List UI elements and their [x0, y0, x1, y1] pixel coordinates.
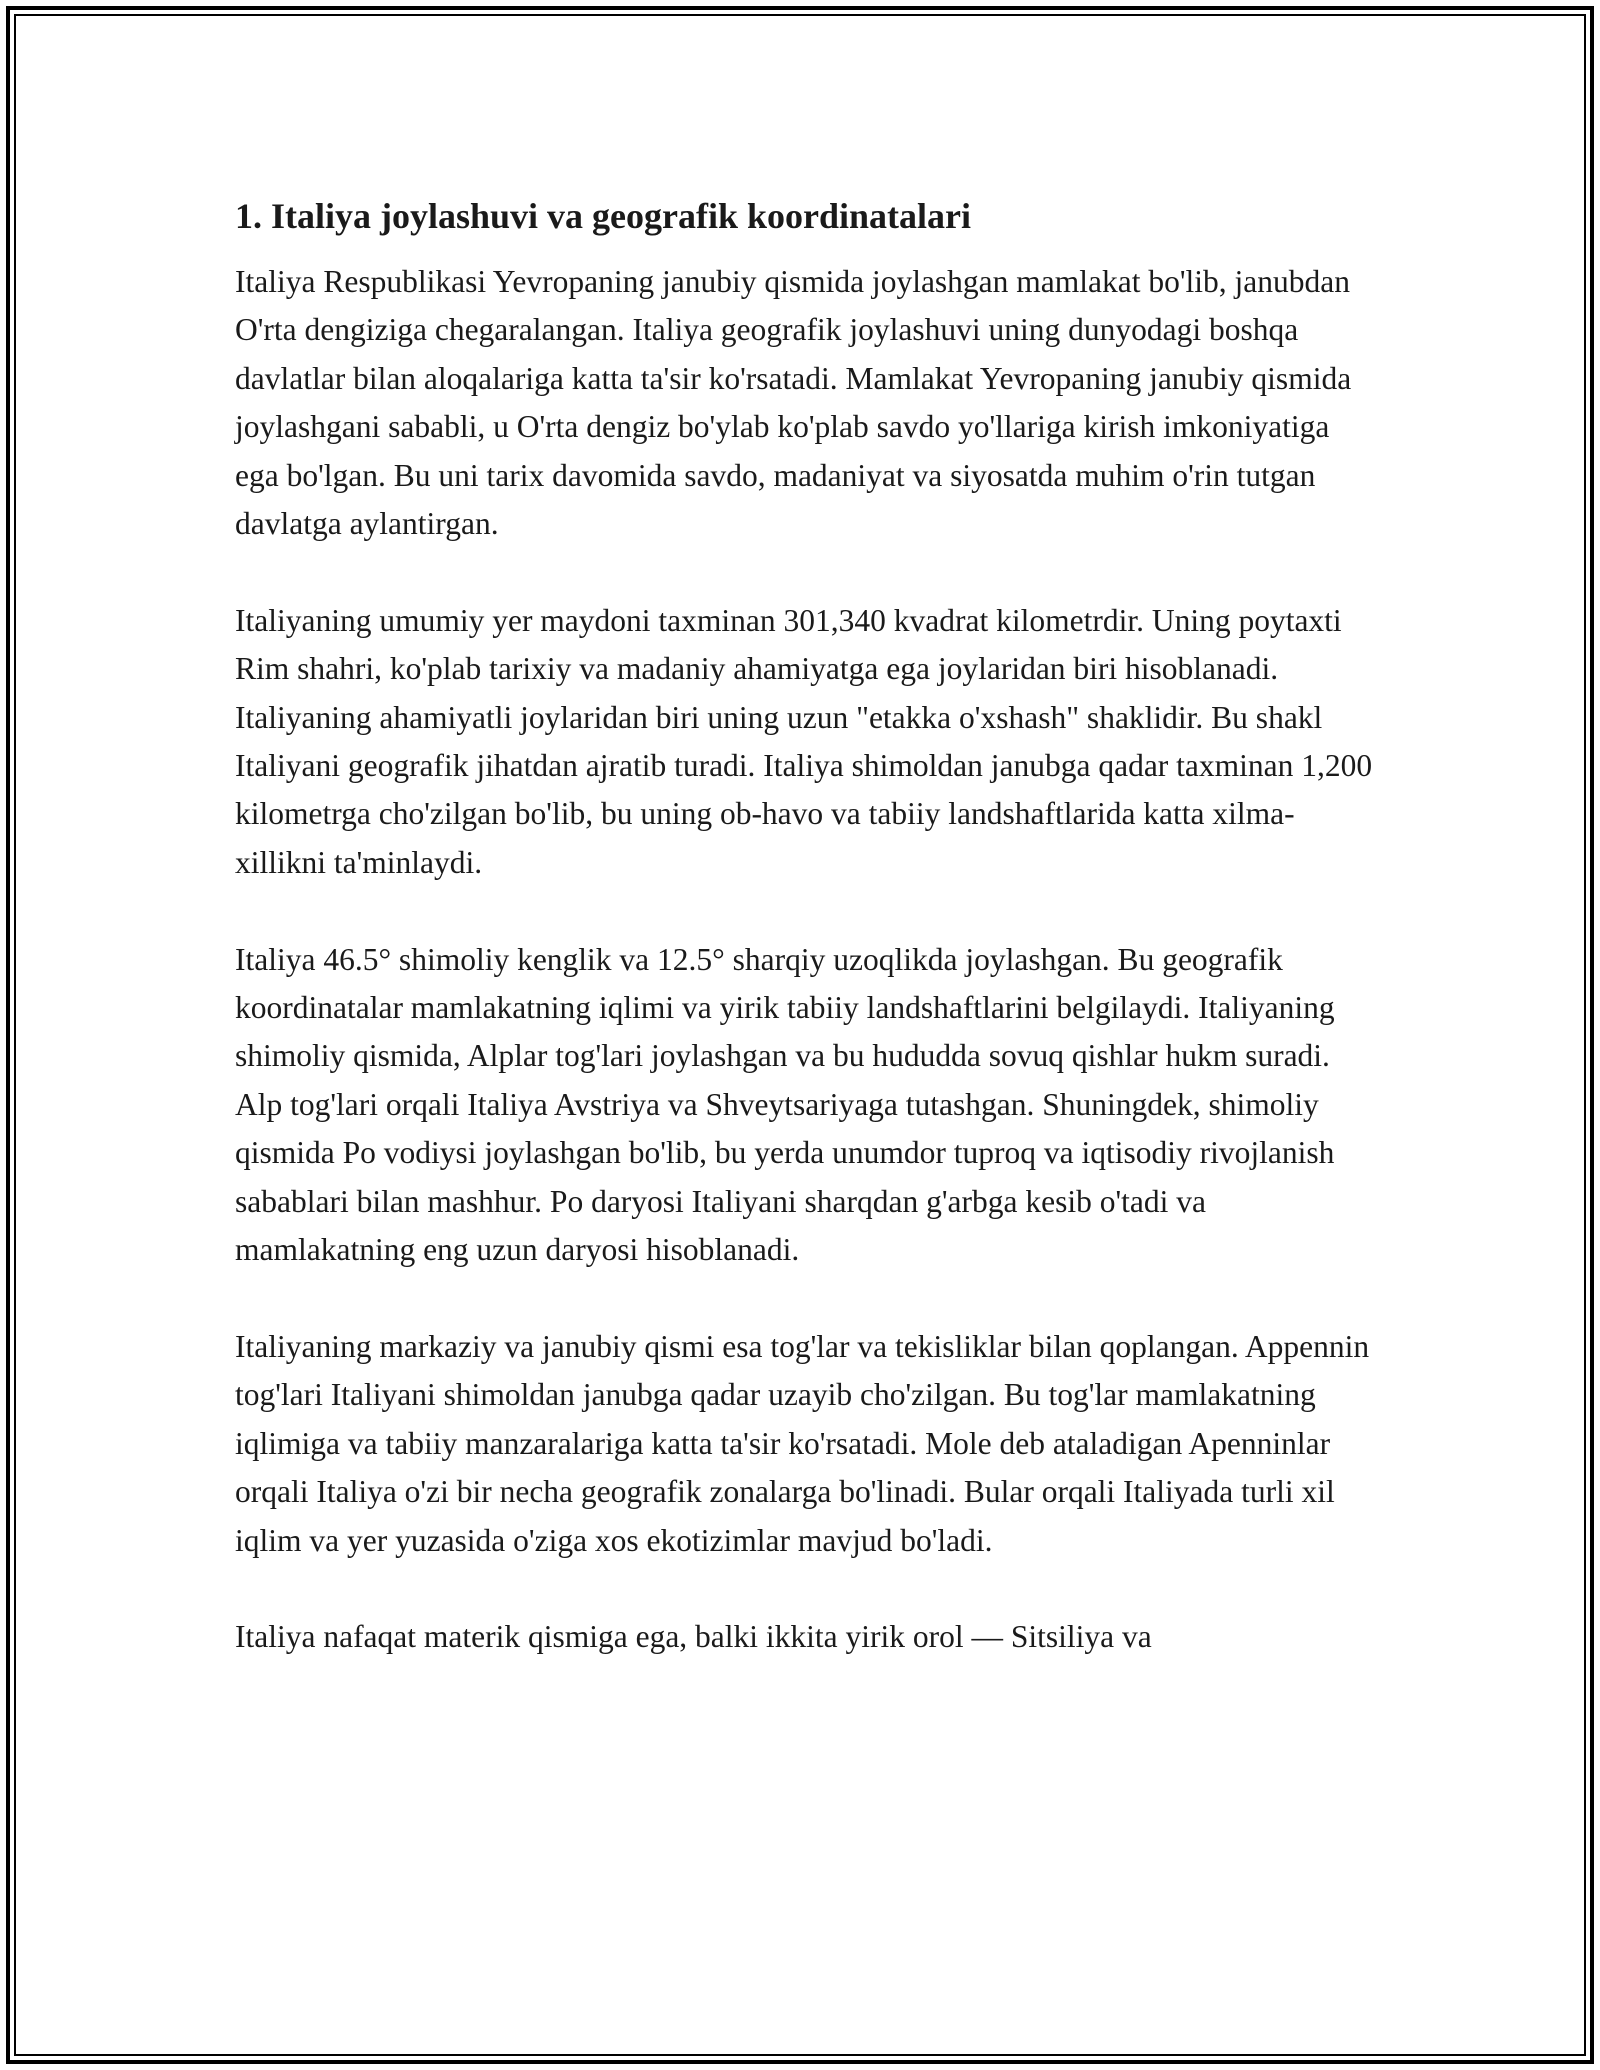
document-title: 1. Italiya joylashuvi va geografik koordinatalari [235, 196, 972, 236]
paragraph-central-south: Italiyaning markaziy va janubiy qismi esa tog'lar va tekisliklar bilan qoplangan. Appennin tog'lari Italiyani shimoldan janubga qadar uzayib cho'zilgan. Bu tog'lar mamlakatning iqlimiga va tabiiy manzaralariga katta ta'sir ko'rsatadi. Mole deb ataladigan Apenninlar orqali Italiya o'zi bir necha geografik zonalarga bo'linadi. Bular orqali Italiyada turli xil iqlim va yer yuzasida o'ziga xos ekotizimlar mavjud bo'ladi. [235, 1328, 1370, 1558]
paragraph-area-and-shape: Italiyaning umumiy yer maydoni taxminan 301,340 kvadrat kilometrdir. Uning poytaxti Rim shahri, ko'plab tarixiy va madaniy ahamiyatga ega joylaridan biri hisoblanadi. Italiyaning ahamiyatli joylaridan biri uning uzun "etakka o'xshash" shaklidir. Bu shakl Italiyani geografik jihatdan ajratib turadi. Italiya shimoldan janubga qadar taxminan 1,200 kilometrga cho'zilgan bo'lib, bu uning ob-havo va tabiiy landshaftlarida katta xilma-xillikni ta'minlaydi. [235, 602, 1373, 880]
paragraph-coordinates: Italiya 46.5° shimoliy kenglik va 12.5° sharqiy uzoqlikda joylashgan. Bu geografik koordinatalar mamlakatning iqlimi va yirik tabiiy landshaftlarini belgilaydi. Italiyaning shimoliy qismida, Alplar tog'lari joylashgan va bu hududda sovuq qishlar hukm suradi. Alp tog'lari orqali Italiya Avstriya va Shveytsariyaga tutashgan. Shuningdek, shimoliy qismida Po vodiysi joylashgan bo'lib, bu yerda unumdor tuproq va iqtisodiy rivojlanish sabablari bilan mashhur. Po daryosi Italiyani sharqdan g'arbga kesib o'tadi va mamlakatning eng uzun daryosi hisoblanadi. [235, 941, 1335, 1268]
paragraph-location: Italiya Respublikasi Yevropaning janubiy qismida joylashgan mamlakat bo'lib, janubdan O'rta dengiziga chegaralangan. Italiya geografik joylashuvi uning dunyodagi boshqa davlatlar bilan aloqalariga katta ta'sir ko'rsatadi. Mamlakat Yevropaning janubiy qismida joylashgani sababli, u O'rta dengiz bo'ylab ko'plab savdo yo'llariga kirish imkoniyatiga ega bo'lgan. Bu uni tarix davomida savdo, madaniyat va siyosatda muhim o'rin tutgan davlatga aylantirgan. [235, 264, 1352, 542]
document-body [235, 190, 1375, 1710]
paragraph-islands: Italiya nafaqat materik qismiga ega, balki ikkita yirik orol — Sitsiliya va [235, 1619, 1152, 1655]
